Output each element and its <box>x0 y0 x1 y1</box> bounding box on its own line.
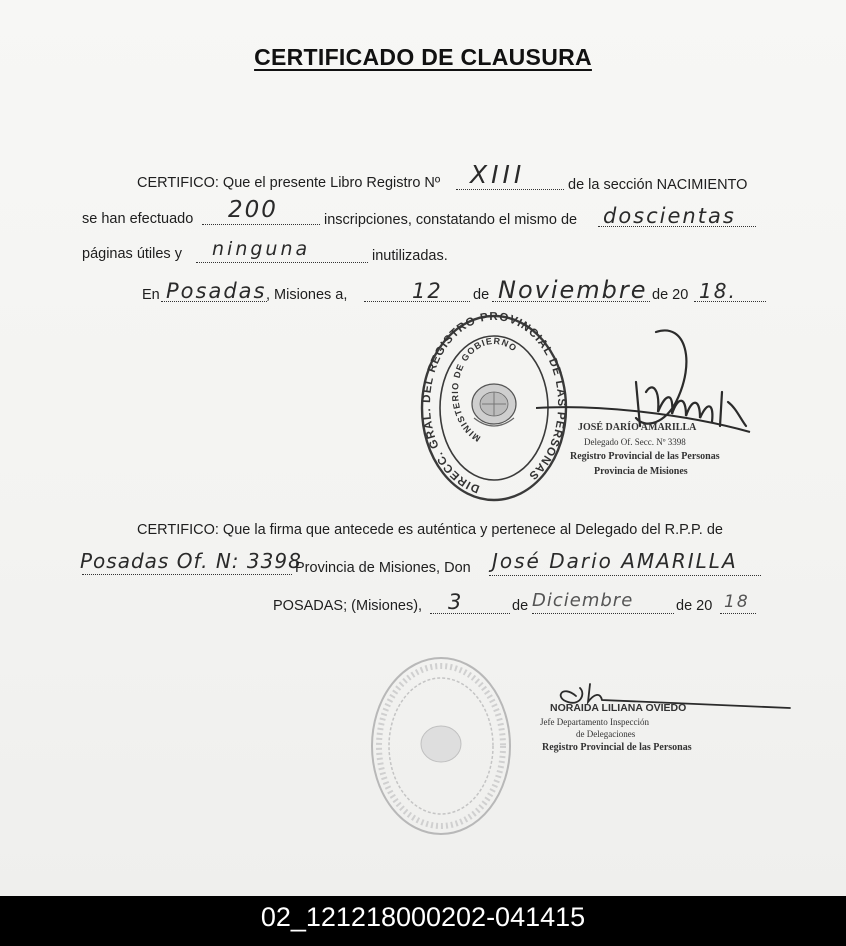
cert2-office-handwritten: Posadas Of. N: 3398 <box>80 549 302 573</box>
cert2-year-prefix: de 20 <box>676 598 713 614</box>
cert2-day-dotted-line <box>430 613 510 614</box>
city-handwritten: Posadas <box>166 279 267 303</box>
libro-number-dotted-line <box>456 189 564 190</box>
year-prefix-label: de 20 <box>652 287 689 303</box>
paginas-utiles-label: páginas útiles y <box>82 246 182 262</box>
day-handwritten: 12 <box>412 279 443 303</box>
libro-number-handwritten: XIII <box>470 160 526 189</box>
cert2-year-dotted-line <box>720 613 756 614</box>
year-dotted-line <box>694 301 766 302</box>
inutilizadas-handwritten: ninguna <box>212 238 311 260</box>
paginas-words-handwritten: doscientas <box>603 204 736 228</box>
document-code: 02_121218000202-041415 <box>260 902 586 932</box>
signature-1-name: JOSÉ DARÍO AMARILLA <box>578 422 697 433</box>
signature-2-name: NORAIDA LILIANA OVIEDO <box>550 702 687 714</box>
cert2-month-handwritten: Diciembre <box>532 590 634 611</box>
cert2-year-handwritten: 18 <box>724 592 750 612</box>
inscripciones-dotted-line <box>202 224 320 225</box>
year-handwritten: 18. <box>699 279 737 303</box>
document-code-footer <box>0 896 846 946</box>
document-title: CERTIFICADO DE CLAUSURA <box>254 44 592 70</box>
signature-2-office: Registro Provincial de las Personas <box>542 742 692 753</box>
month-handwritten: Noviembre <box>498 276 648 304</box>
signature-2-role: Jefe Departamento Inspección <box>540 717 649 727</box>
misiones-label: , Misiones a, <box>266 287 348 303</box>
signature-1-province: Provincia de Misiones <box>594 466 688 477</box>
signature-2-role2: de Delegaciones <box>576 729 636 739</box>
cert2-provincia-label: Provincia de Misiones, Don <box>295 560 471 576</box>
signature-1-office: Registro Provincial de las Personas <box>570 451 720 462</box>
cert2-name-dotted-line <box>489 575 761 576</box>
inutilizadas-label: inutilizadas. <box>372 248 448 264</box>
cert2-line1: CERTIFICO: Que la firma que antecede es auténtica y pertenece al Delegado del R.P.P. de <box>137 522 723 538</box>
seal-inner-text: MINISTERIO DE GOBIERNO <box>449 335 520 444</box>
en-label: En <box>142 287 160 303</box>
cert2-day-handwritten: 3 <box>448 590 464 614</box>
inutilizadas-dotted-line <box>196 262 368 263</box>
cert2-month-dotted-line <box>532 613 674 614</box>
inscripciones-label: inscripciones, constatando el mismo de <box>324 212 578 228</box>
seccion-label: de la sección NACIMIENTO <box>568 177 748 193</box>
seal-ring-text: DIRECC. GRAL. DEL REGISTRO PROVINCIAL DE LAS PERSONAS <box>420 312 568 495</box>
de-label: de <box>473 287 490 303</box>
signature-1-role: Delegado Of. Secc. Nº 3398 <box>584 437 686 447</box>
inscripciones-count-handwritten: 200 <box>228 197 278 223</box>
cert2-de-label: de <box>512 598 529 614</box>
libro-line-prefix: CERTIFICO: Que el presente Libro Registro Nº <box>137 175 441 191</box>
cert2-name-handwritten: José Dario AMARILLA <box>492 549 738 573</box>
cert2-posadas-label: POSADAS; (Misiones), <box>273 598 423 614</box>
cert2-office-dotted-line <box>82 574 292 575</box>
faint-seal-stamp <box>368 654 514 838</box>
efectuado-label: se han efectuado <box>82 211 194 227</box>
